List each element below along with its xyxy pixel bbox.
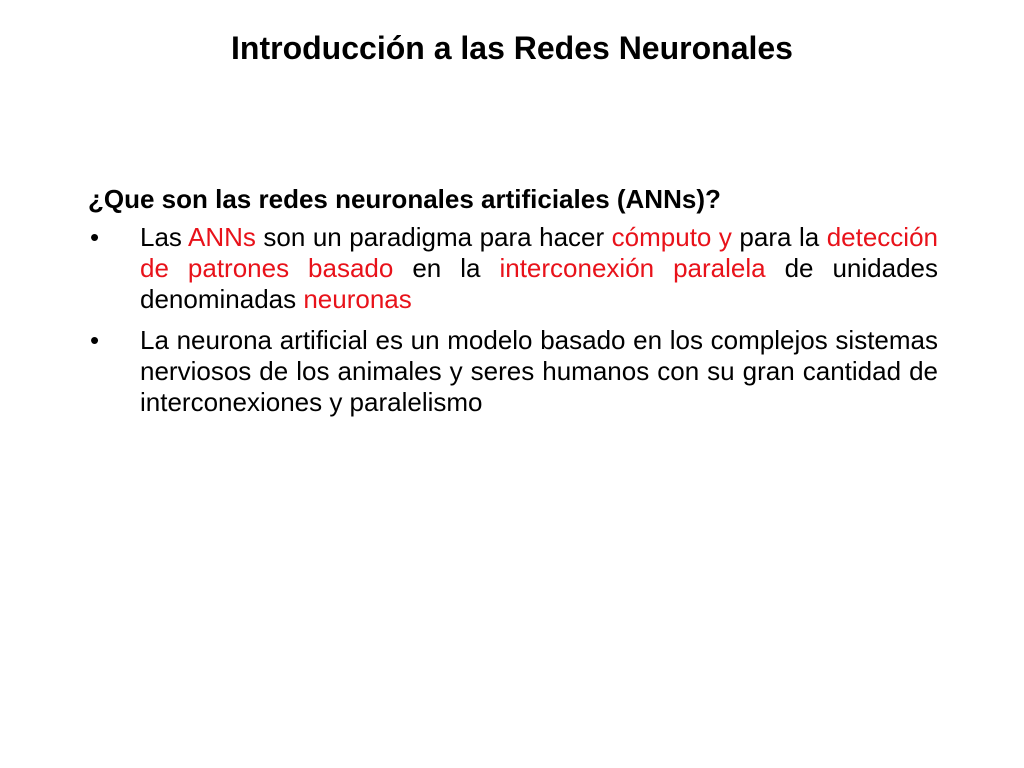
highlighted-text: ANNs bbox=[188, 222, 256, 252]
bullet-list bbox=[88, 222, 938, 418]
slide-title: Introducción a las Redes Neuronales bbox=[231, 30, 793, 66]
question-heading: ¿Que son las redes neuronales artificiales (ANNs)? bbox=[88, 184, 721, 214]
highlighted-text: neuronas bbox=[303, 284, 412, 314]
bullet-item-2 bbox=[88, 325, 938, 418]
bullet-item-1 bbox=[88, 222, 938, 315]
bullet-text-1 bbox=[140, 222, 938, 314]
highlighted-text: detección de patrones basado bbox=[140, 222, 938, 283]
text-run: de unidades denominadas bbox=[140, 253, 939, 314]
text-run: para la bbox=[731, 222, 827, 252]
text-run: La neurona artificial es un modelo basado en los complejos sistemas nerviosos de los animales y seres humanos con su gran cantidad de interconexiones y paralelismo bbox=[140, 325, 938, 417]
highlighted-text: cómputo y bbox=[611, 222, 732, 252]
text-run: son un paradigma para hacer bbox=[255, 222, 612, 252]
slide-body bbox=[88, 182, 938, 428]
highlighted-text: interconexión paralela bbox=[499, 253, 766, 283]
bullet-text-2 bbox=[140, 325, 938, 417]
bullet-icon: • bbox=[90, 222, 100, 252]
bullet-icon: • bbox=[90, 325, 100, 355]
text-run: en la bbox=[393, 253, 500, 283]
text-run: Las bbox=[140, 222, 188, 252]
